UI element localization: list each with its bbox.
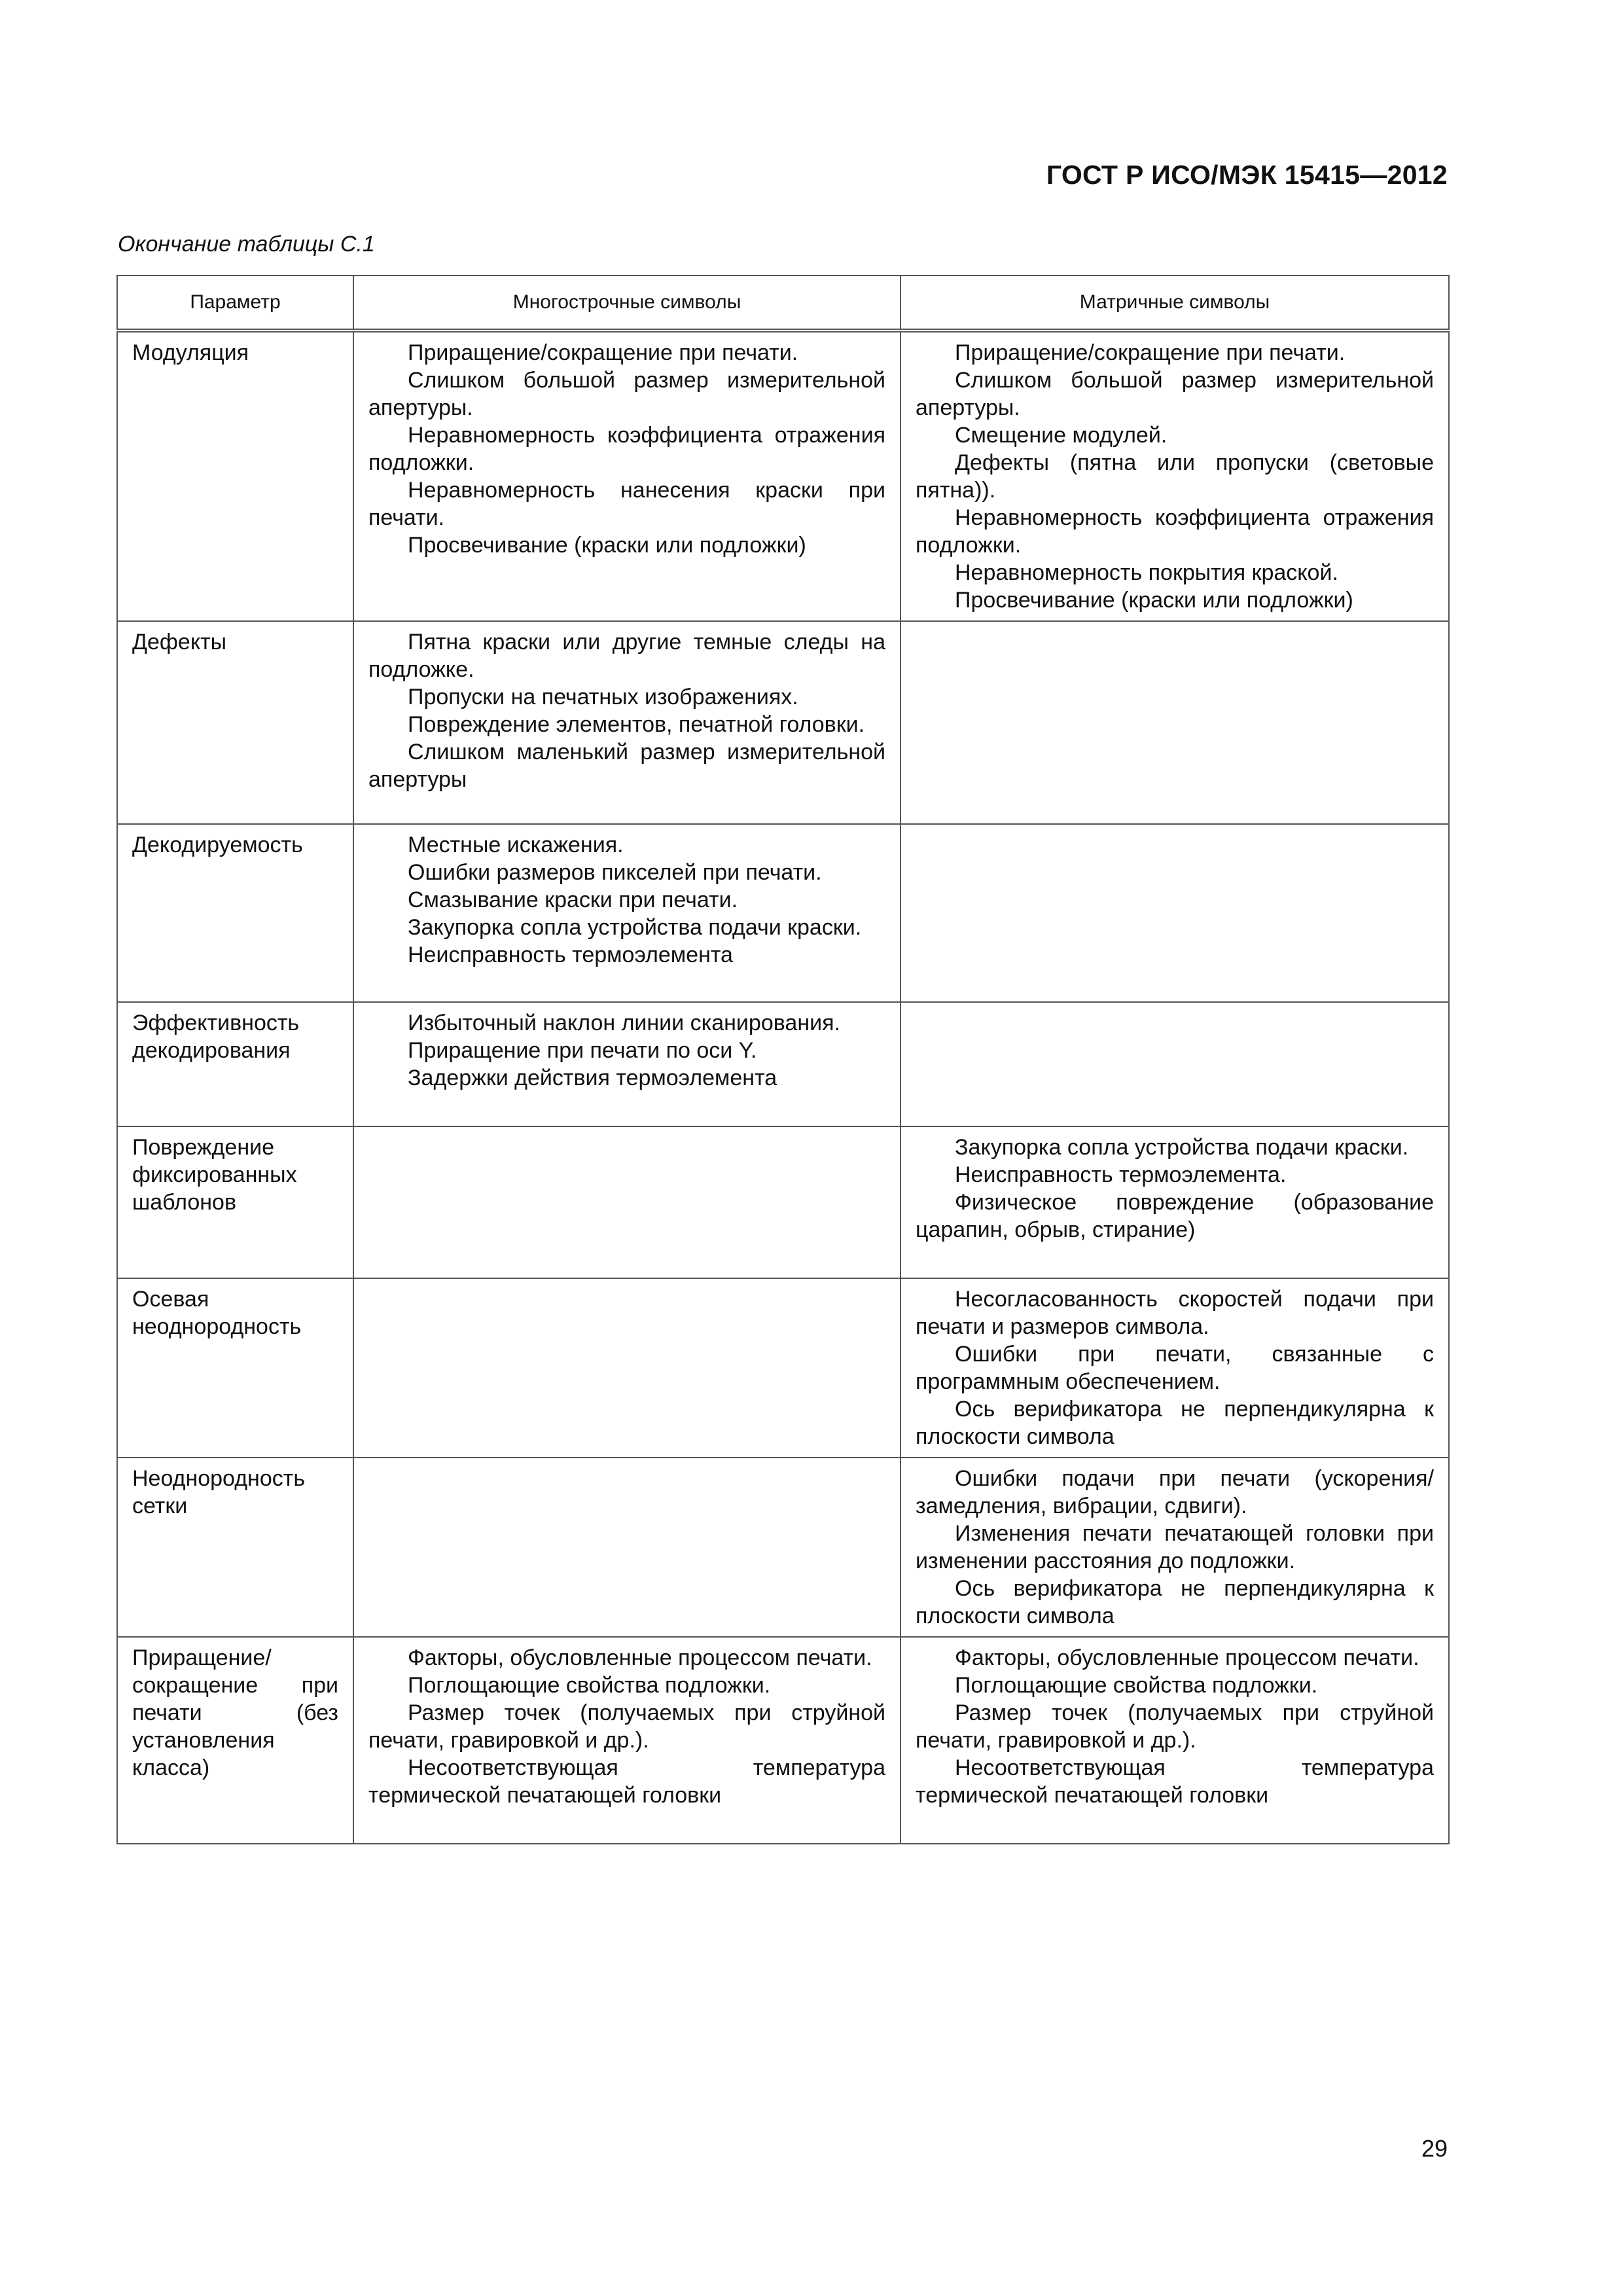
cause-item: Несоответствующая температура термической печатающей головки [916, 1755, 1434, 1808]
parameter-cell: Повреждение фиксированных шаблонов [117, 1126, 353, 1278]
table-header-row [117, 276, 1449, 331]
matrix-cell [901, 1278, 1449, 1458]
column-header-matrix: Матричные символы [901, 276, 1449, 331]
cause-item: Несогласованность скоростей подачи при печати и размеров символа. [916, 1287, 1434, 1339]
matrix-cell [901, 824, 1449, 1002]
cause-item: Смазывание краски при печати. [408, 888, 738, 912]
cause-item: Приращение/сокращение при печати. [408, 340, 798, 365]
cause-item: Изменения печати печатающей головки при изменении расстояния до подложки. [916, 1521, 1434, 1573]
cause-item: Ошибки при печати, связанные с программным обеспечением. [916, 1342, 1434, 1394]
cause-item: Приращение при печати по оси Y. [408, 1038, 757, 1063]
multirow-cell [353, 331, 901, 621]
cause-item: Закупорка сопла устройства подачи краски. [955, 1135, 1409, 1160]
table-row [117, 1278, 1449, 1458]
parameter-cell: Приращение/ сокращение при печати (без установления класса) [117, 1637, 353, 1844]
cause-item: Задержки действия термоэлемента [408, 1066, 777, 1090]
parameter-cell: Дефекты [117, 621, 353, 824]
table-row [117, 1126, 1449, 1278]
cause-item: Несоответствующая температура термической печатающей головки [368, 1755, 885, 1808]
cause-item: Неравномерность покрытия краской. [955, 560, 1338, 585]
table-row [117, 331, 1449, 621]
table-row [117, 824, 1449, 1002]
cause-item: Неравномерность нанесения краски при печати. [368, 478, 885, 530]
cause-item: Размер точек (получаемых при струйной печати, гравировкой и др.). [916, 1700, 1434, 1753]
cause-item: Поглощающие свойства подложки. [408, 1673, 771, 1698]
cause-item: Местные искажения. [408, 833, 624, 857]
parameter-cell: Модуляция [117, 331, 353, 621]
cause-item: Неравномерность коэффициента отражения подложки. [368, 423, 885, 475]
cause-item: Повреждение элементов, печатной головки. [408, 712, 865, 737]
multirow-cell [353, 1458, 901, 1637]
matrix-cell [901, 1458, 1449, 1637]
page-number: 29 [1421, 2135, 1448, 2162]
parameter-cell: Декодируемость [117, 824, 353, 1002]
table-row [117, 1002, 1449, 1126]
table-body [117, 331, 1449, 1844]
cause-item: Неравномерность коэффициента отражения подложки. [916, 505, 1434, 558]
table-row [117, 1458, 1449, 1637]
table-caption: Окончание таблицы С.1 [118, 232, 375, 257]
cause-item: Пропуски на печатных изображениях. [408, 685, 798, 709]
cause-item: Смещение модулей. [955, 423, 1168, 448]
cause-item: Ось верификатора не перпендикулярна к плоскости символа [916, 1576, 1434, 1628]
defects-table [116, 275, 1450, 1844]
cause-item: Ошибки подачи при печати (ускорения/замедления, вибрации, сдвиги). [916, 1466, 1434, 1518]
cause-item: Слишком маленький размер измерительной апертуры [368, 740, 885, 792]
cause-item: Просвечивание (краски или подложки) [408, 533, 806, 558]
cause-item: Просвечивание (краски или подложки) [955, 588, 1353, 613]
multirow-cell [353, 1126, 901, 1278]
parameter-cell: Эффективность декодирования [117, 1002, 353, 1126]
multirow-cell [353, 1002, 901, 1126]
multirow-cell [353, 621, 901, 824]
parameter-cell: Неоднородность сетки [117, 1458, 353, 1637]
cause-item: Ось верификатора не перпендикулярна к плоскости символа [916, 1397, 1434, 1449]
cause-item: Факторы, обусловленные процессом печати. [408, 1645, 872, 1670]
column-header-multirow: Многострочные символы [353, 276, 901, 331]
cause-item: Закупорка сопла устройства подачи краски. [408, 915, 862, 940]
cause-item: Пятна краски или другие темные следы на подложке. [368, 630, 885, 682]
cause-item: Слишком большой размер измерительной апертуры. [916, 368, 1434, 420]
cause-item: Избыточный наклон линии сканирования. [408, 1011, 840, 1035]
standard-number: ГОСТ Р ИСО/МЭК 15415—2012 [1046, 160, 1448, 190]
parameter-cell: Осевая неоднородность [117, 1278, 353, 1458]
multirow-cell [353, 1637, 901, 1844]
matrix-cell [901, 1126, 1449, 1278]
table-row [117, 621, 1449, 824]
matrix-cell [901, 1002, 1449, 1126]
cause-item: Размер точек (получаемых при струйной печати, гравировкой и др.). [368, 1700, 885, 1753]
cause-item: Приращение/сокращение при печати. [955, 340, 1346, 365]
cause-item: Поглощающие свойства подложки. [955, 1673, 1318, 1698]
multirow-cell [353, 824, 901, 1002]
matrix-cell [901, 331, 1449, 621]
cause-item: Дефекты (пятна или пропуски (световые пятна)). [916, 450, 1434, 503]
cause-item: Неисправность термоэлемента. [955, 1162, 1287, 1187]
cause-item: Слишком большой размер измерительной апертуры. [368, 368, 885, 420]
table-row [117, 1637, 1449, 1844]
matrix-cell [901, 1637, 1449, 1844]
cause-item: Факторы, обусловленные процессом печати. [955, 1645, 1419, 1670]
column-header-parameter: Параметр [117, 276, 353, 331]
cause-item: Ошибки размеров пикселей при печати. [408, 860, 822, 885]
matrix-cell [901, 621, 1449, 824]
multirow-cell [353, 1278, 901, 1458]
cause-item: Неисправность термоэлемента [408, 942, 733, 967]
cause-item: Физическое повреждение (образование царапин, обрыв, стирание) [916, 1190, 1434, 1242]
